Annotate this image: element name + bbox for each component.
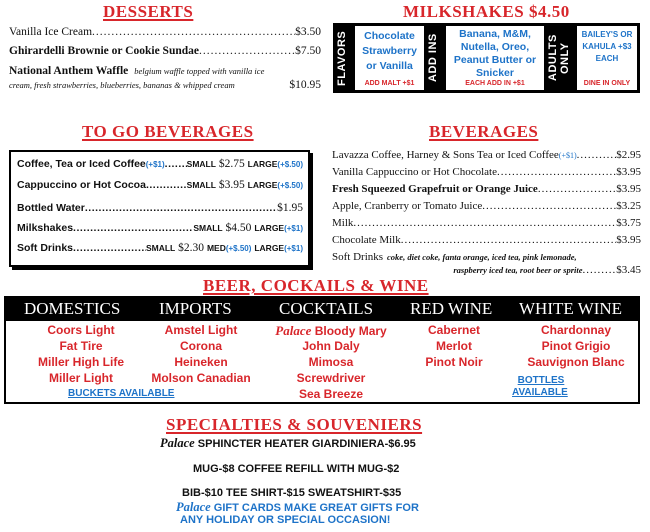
cocktail-name: Bloody Mary xyxy=(314,324,387,338)
gift-card-line: ANY HOLIDAY OR SPECIAL OCCASION! xyxy=(180,514,391,526)
to-go-name: Soft Drinks xyxy=(17,242,74,254)
adults-text: BAILEY'S OR KAHULA +$3 EACH xyxy=(581,30,633,63)
leader-dots xyxy=(199,45,295,57)
size-label: SMALL xyxy=(186,180,216,190)
to-go-price: $1.95 xyxy=(277,202,303,214)
dessert-desc: belgium waffle topped with vanilla ice xyxy=(134,66,265,76)
wine-item: Sauvignon Blanc xyxy=(527,355,625,369)
to-go-title: TO GO BEVERAGES xyxy=(82,122,254,141)
dessert-name: Ghirardelli Brownie or Cookie Sundae xyxy=(9,45,199,57)
add-on-price: (+$1) xyxy=(284,244,303,253)
wine-item: Merlot xyxy=(436,339,472,353)
to-go-name: Coffee, Tea or Iced Coffee xyxy=(17,158,146,170)
to-go-name: Cappuccino or Hot Cocoa xyxy=(17,179,146,191)
beverage-desc: coke, diet coke, fanta orange, iced tea, pink lemonade, xyxy=(387,252,577,262)
milkshakes-title: MILKSHAKES $4.50 xyxy=(403,2,570,21)
size-label: SMALL xyxy=(145,243,176,253)
dessert-price: $10.95 xyxy=(289,79,321,91)
leader-dots xyxy=(353,217,616,229)
col-header-domestics: DOMESTICS xyxy=(24,299,121,318)
size-label: LARGE xyxy=(247,159,278,169)
leader-dots xyxy=(85,202,277,214)
beer-header-bar xyxy=(6,298,638,321)
beer-item: Fat Tire xyxy=(59,339,103,353)
beverage-item xyxy=(332,217,641,229)
addins-box xyxy=(446,26,544,90)
dessert-item xyxy=(9,26,321,38)
dessert-item-cont xyxy=(9,79,321,91)
beverage-desc: raspberry iced tea, root beer or sprite xyxy=(453,265,583,275)
cocktail-item: John Daly xyxy=(302,339,360,353)
flavors-text: Chocolate Strawberry or Vanilla xyxy=(362,30,417,72)
cocktail-item: Sea Breeze xyxy=(298,387,364,401)
cocktail-item: Mimosa xyxy=(308,355,354,369)
beverage-name: Milk xyxy=(332,217,354,229)
to-go-price: $3.95 xyxy=(218,179,245,191)
beverage-name: Vanilla Cappuccino or Hot Chocolate xyxy=(332,166,497,178)
leader-dots xyxy=(577,149,617,161)
beverage-item xyxy=(332,183,641,195)
to-go-row xyxy=(17,158,303,170)
specialty-line: BIB-$10 TEE SHIRT-$15 SWEATSHIRT-$35 xyxy=(182,487,402,499)
specialty-line: MUG-$8 COFFEE REFILL WITH MUG-$2 xyxy=(193,463,400,475)
size-label: LARGE xyxy=(254,223,285,233)
beer-item: Amstel Light xyxy=(164,323,238,337)
cocktail-item xyxy=(256,323,406,339)
dessert-price: $3.50 xyxy=(295,26,321,38)
to-go-price: $2.30 xyxy=(178,242,205,254)
to-go-row xyxy=(17,222,303,234)
beverage-price: $2.95 xyxy=(616,149,641,161)
buckets-available-link[interactable]: BUCKETS AVAILABLE xyxy=(68,388,175,399)
wine-item: Pinot Noir xyxy=(425,355,483,369)
beverage-name: Soft Drinks xyxy=(332,251,384,263)
flavors-note: ADD MALT +$1 xyxy=(364,80,415,87)
add-on-price: (+$.50) xyxy=(277,181,303,190)
add-on-price: (+$.50) xyxy=(277,160,303,169)
dessert-item xyxy=(9,65,321,77)
beer-title: BEER, COCKAILS & WINE xyxy=(203,276,429,295)
leader-dots xyxy=(73,242,146,254)
to-go-name: Bottled Water xyxy=(17,202,85,214)
to-go-row xyxy=(17,242,303,254)
size-label: MED xyxy=(206,243,226,253)
beverages-title: BEVERAGES xyxy=(429,122,539,141)
beverage-price: $3.75 xyxy=(616,217,641,229)
flavors-box xyxy=(355,26,424,90)
leader-dots xyxy=(146,179,187,191)
addins-text: Banana, M&M, Nutella, Oreo, Peanut Butter or Snicker xyxy=(453,28,537,79)
size-label: LARGE xyxy=(247,180,278,190)
dessert-desc: cream, fresh strawberries, blueberries, bananas & whipped cream xyxy=(9,80,235,90)
add-on-price: (+$1) xyxy=(558,151,577,160)
adults-box xyxy=(577,26,637,90)
beer-item: Corona xyxy=(180,339,222,353)
leader-dots xyxy=(482,200,616,212)
specialties-title: SPECIALTIES & SOUVENIERS xyxy=(166,415,423,434)
wine-item: Cabernet xyxy=(427,323,480,337)
beverage-price: $3.95 xyxy=(616,234,641,246)
wine-item: Pinot Grigio xyxy=(541,339,611,353)
beer-item: Molson Canadian xyxy=(151,371,251,385)
palace-prefix: Palace xyxy=(176,500,211,514)
adults-label: ADULTS ONLY xyxy=(547,34,571,82)
add-on-price: (+$.50) xyxy=(225,244,252,253)
adults-note: DINE IN ONLY xyxy=(583,80,631,87)
leader-dots xyxy=(497,166,616,178)
beverage-price: $3.45 xyxy=(616,264,641,276)
add-on-price: (+$1) xyxy=(284,224,303,233)
to-go-price: $2.75 xyxy=(218,158,245,170)
beverage-price: $3.95 xyxy=(616,183,641,195)
col-header-imports: IMPORTS xyxy=(159,299,232,318)
leader-dots: ......... xyxy=(582,264,617,276)
to-go-box xyxy=(9,150,310,267)
leader-dots xyxy=(92,26,295,38)
beer-item: Miller Light xyxy=(49,371,113,385)
leader-dots xyxy=(538,183,616,195)
leader-dots xyxy=(73,222,193,234)
beverage-name: Apple, Cranberry or Tomato Juice xyxy=(332,200,483,212)
gift-card-line xyxy=(176,500,419,515)
beverage-price: $3.25 xyxy=(616,200,641,212)
beverage-name: Lavazza Coffee, Harney & Sons Tea or Iced Coffee xyxy=(332,149,559,161)
beverage-item xyxy=(332,234,641,246)
leader-dots xyxy=(165,158,187,170)
to-go-price: $4.50 xyxy=(225,222,252,234)
beverage-item xyxy=(332,251,641,263)
desserts-title: DESSERTS xyxy=(103,2,194,21)
flavors-label: FLAVORS xyxy=(336,30,348,86)
specialty-text: SPHINCTER HEATER GIARDINIERA-$6.95 xyxy=(197,438,416,450)
size-label: SMALL xyxy=(186,159,216,169)
addins-label: ADD INS xyxy=(427,33,439,83)
dessert-name: Vanilla Ice Cream xyxy=(9,26,93,38)
beverage-name: Fresh Squeezed Grapefruit or Orange Juice xyxy=(332,183,538,195)
specialty-line xyxy=(160,436,416,451)
beverage-item-cont xyxy=(332,264,641,276)
to-go-row xyxy=(17,179,303,191)
leader-dots xyxy=(401,234,617,246)
palace-prefix: Palace xyxy=(275,323,312,338)
cocktail-item: Screwdriver xyxy=(296,371,366,385)
beverage-item xyxy=(332,200,641,212)
wine-item: Chardonnay xyxy=(540,323,611,337)
milkshake-panel xyxy=(333,23,640,93)
col-header-cocktails: COCKTAILS xyxy=(279,299,374,318)
size-label: LARGE xyxy=(254,243,285,253)
col-header-red-wine: RED WINE xyxy=(410,299,493,318)
beverage-name: Chocolate Milk xyxy=(332,234,401,246)
to-go-name: Milkshakes xyxy=(17,222,74,234)
bottles-available-link[interactable]: AVAILABLE xyxy=(512,387,568,398)
dessert-price: $7.50 xyxy=(295,45,321,57)
beverage-item xyxy=(332,149,641,161)
beer-box xyxy=(4,296,640,404)
bottles-available-link[interactable]: BOTTLES xyxy=(517,375,565,386)
col-header-white-wine: WHITE WINE xyxy=(519,299,623,318)
beer-item: Coors Light xyxy=(47,323,115,337)
beverage-price: $3.95 xyxy=(616,166,641,178)
addins-note: EACH ADD IN +$1 xyxy=(465,80,525,87)
to-go-row xyxy=(17,202,303,214)
beer-item: Heineken xyxy=(174,355,228,369)
dessert-name: National Anthem Waffle xyxy=(9,65,129,77)
palace-prefix: Palace xyxy=(160,436,195,450)
dessert-item xyxy=(9,45,321,57)
size-label: SMALL xyxy=(193,223,223,233)
gift-card-text: GIFT CARDS MAKE GREAT GIFTS FOR xyxy=(213,502,419,514)
beer-item: Miller High Life xyxy=(37,355,124,369)
beverage-item xyxy=(332,166,641,178)
add-on-price: (+$1) xyxy=(145,160,165,169)
